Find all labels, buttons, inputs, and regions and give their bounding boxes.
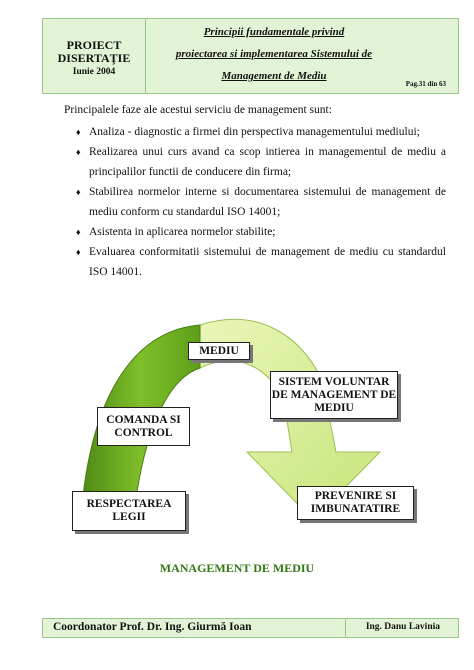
- diamond-bullet-icon: ♦: [76, 127, 81, 137]
- page-number: Pag.31 din 63: [405, 80, 446, 88]
- author-name: Ing. Danu Lavinia: [365, 622, 440, 632]
- diamond-bullet-icon: ♦: [76, 227, 81, 237]
- list-item-text: Evaluarea conformitatii sistemului de management de mediu cu standardul ISO 14001.: [89, 246, 446, 278]
- diamond-bullet-icon: ♦: [76, 247, 81, 257]
- title-line-1: Principii fundamentale privind: [203, 26, 345, 38]
- box-comanda-si-control: COMANDA SI CONTROL: [97, 407, 190, 446]
- project-label: PROIECT: [66, 38, 122, 52]
- list-item-text: Asistenta in aplicarea normelor stabilite;: [89, 226, 276, 238]
- list-item-text: Stabilirea normelor interne si documentarea sistemului de management de mediu conform cu standardul ISO 14001;: [89, 186, 446, 218]
- project-date: Iunie 2004: [72, 67, 116, 77]
- diagram-caption: MANAGEMENT DE MEDIU: [159, 561, 315, 575]
- box-sistem-voluntar: SISTEM VOLUNTAR DE MANAGEMENT DE MEDIU: [270, 371, 398, 419]
- diamond-bullet-icon: ♦: [76, 147, 81, 157]
- box-mediu: MEDIU: [188, 342, 250, 360]
- coordinator-name: Coordonator Prof. Dr. Ing. Giurmă Ioan: [53, 621, 252, 633]
- box-prevenire: PREVENIRE SI IMBUNATATIRE: [297, 486, 414, 520]
- box-respectarea-legii: RESPECTAREA LEGII: [72, 491, 186, 531]
- title-line-2: proiectarea si implementarea Sistemului de: [175, 48, 373, 60]
- diamond-bullet-icon: ♦: [76, 187, 81, 197]
- intro-paragraph: Principalele faze ale acestui serviciu de management sunt:: [64, 104, 332, 116]
- project-type: DISERTAŢIE: [57, 51, 131, 65]
- list-item-text: Analiza - diagnostic a firmei din perspectiva managementului mediului;: [89, 126, 420, 138]
- page-footer: [42, 618, 459, 638]
- list-item-text: Realizarea unui curs avand ca scop intierea in managementul de mediu a principalilor functii de conducere din firma;: [89, 146, 446, 178]
- title-line-3: Management de Mediu: [221, 70, 327, 82]
- footer-divider: [345, 619, 346, 637]
